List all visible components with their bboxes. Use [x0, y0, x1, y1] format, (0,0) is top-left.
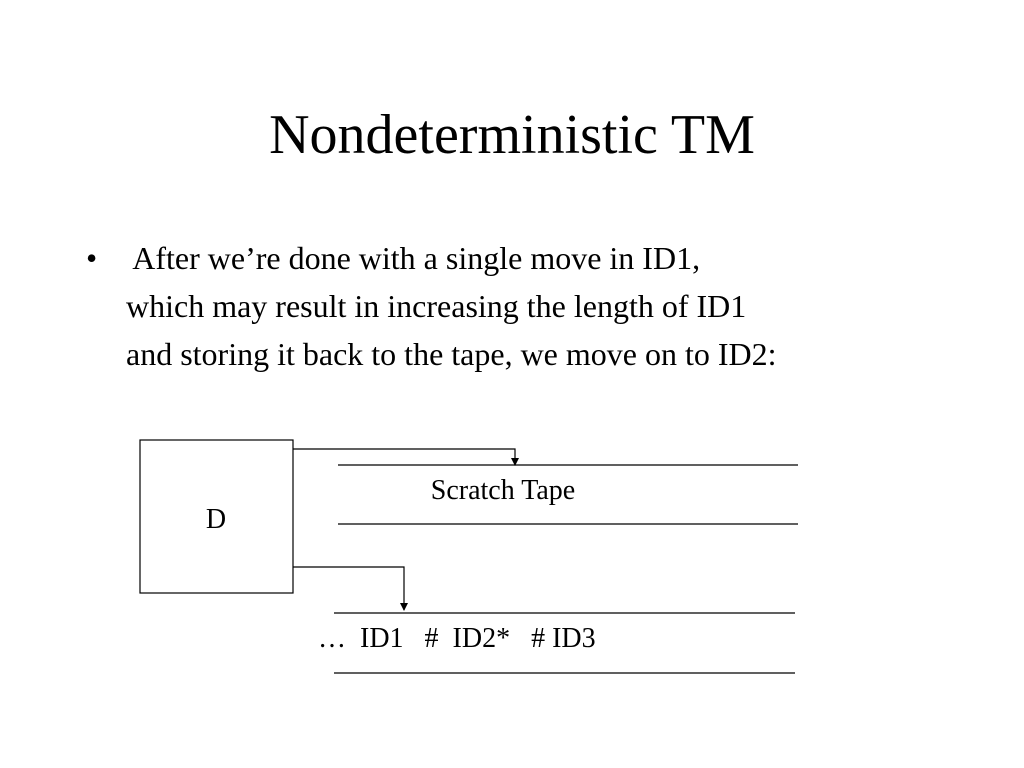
- scratch-tape-label: Scratch Tape: [430, 475, 576, 506]
- bullet-line-3: and storing it back to the tape, we move on to ID2:: [126, 336, 777, 372]
- d-box-label: D: [205, 504, 227, 535]
- bullet-marker: •: [86, 240, 98, 276]
- main-tape-contents: … ID1 # ID2* # ID3: [318, 623, 596, 654]
- bullet-line-2: which may result in increasing the length of ID1: [126, 288, 747, 324]
- bullet-line-1: After we’re done with a single move in ID1,: [126, 240, 701, 276]
- slide-title: Nondeterministic TM: [269, 104, 755, 166]
- arrow-to-main-tape: [293, 567, 404, 610]
- arrow-to-scratch-tape: [293, 449, 515, 465]
